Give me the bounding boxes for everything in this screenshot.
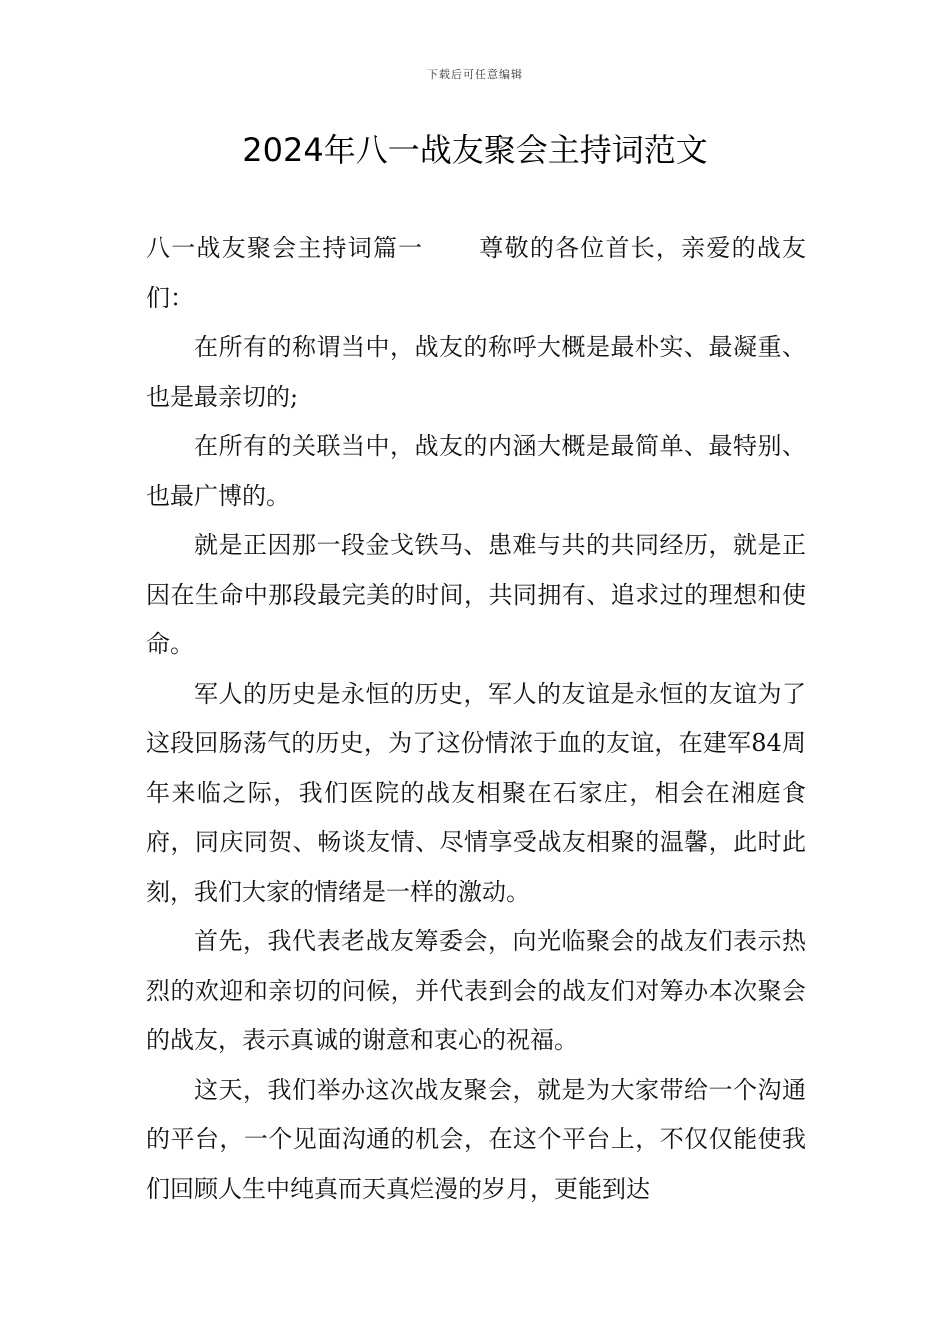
header-note: 下载后可任意编辑 xyxy=(427,68,523,81)
paragraph-opening xyxy=(146,224,806,323)
paragraph: 在所有的关联当中，战友的内涵大概是最简单、最特别、也最广博的。 xyxy=(146,432,806,510)
document-body xyxy=(146,224,806,1214)
paragraph: 在所有的称谓当中，战友的称呼大概是最朴实、最凝重、也是最亲切的; xyxy=(146,333,806,411)
greeting-text: 尊敬的各位首长，亲爱的战友们： xyxy=(146,234,806,312)
paragraph: 军人的历史是永恒的历史，军人的友谊是永恒的友谊为了这段回肠荡气的历史，为了这份情浓于血的友谊，在建军84周年来临之际，我们医院的战友相聚在石家庄，相会在湘庭食府，同庆同贺、畅谈友情、尽情享受战友相聚的温馨，此时此刻，我们大家的情绪是一样的激动。 xyxy=(146,679,806,906)
paragraph: 这天，我们举办这次战友聚会，就是为大家带给一个沟通的平台，一个见面沟通的机会，在这个平台上，不仅仅能使我们回顾人生中纯真而天真烂漫的岁月，更能到达 xyxy=(146,1075,806,1203)
section-heading: 八一战友聚会主持词篇一 xyxy=(146,234,424,262)
document-title: 2024年八一战友聚会主持词范文 xyxy=(242,131,708,169)
paragraph: 就是正因那一段金戈铁马、患难与共的共同经历，就是正因在生命中那段最完美的时间，共同拥有、追求过的理想和使命。 xyxy=(146,531,806,658)
paragraph: 首先，我代表老战友筹委会，向光临聚会的战友们表示热烈的欢迎和亲切的问候，并代表到会的战友们对筹办本次聚会的战友，表示真诚的谢意和衷心的祝福。 xyxy=(146,927,806,1054)
